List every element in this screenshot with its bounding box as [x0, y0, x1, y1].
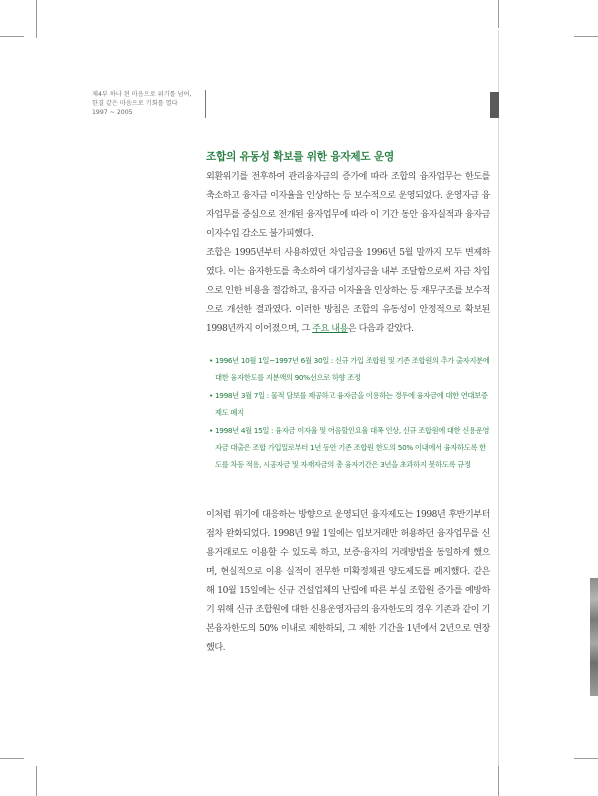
list-item	[206, 422, 490, 474]
margin-rule	[498, 30, 499, 766]
bullet-marker: •	[209, 356, 213, 365]
crop-mark	[36, 766, 37, 796]
list-item-text: 1998년 3월 7일 : 물적 담보를 제공하고 융자금을 이용하는 경우에 융자금에 대한 연대보증제도 폐지	[215, 390, 488, 418]
crop-mark	[36, 0, 37, 38]
article-body	[206, 148, 490, 658]
crop-mark	[498, 766, 499, 796]
running-head-divider	[205, 90, 206, 118]
running-head-years: 1997 ~ 2005	[92, 109, 133, 116]
crop-mark	[574, 36, 598, 37]
crop-mark	[574, 758, 598, 759]
paragraph: 외환위기를 전후하여 관리융자금의 증가에 따라 조합의 융자업무는 한도를 축소하고 융자금 이자율을 인상하는 등 보수적으로 운영되었다. 운영자금 융자업무를 중심으로 전개된 융자업무에 따라 이 기간 동안 융자실적과 융자금 이자수입 감소도 불가피했다.	[206, 172, 490, 239]
section-tab	[490, 92, 499, 118]
section-heading: 조합의 유동성 확보를 위한 융자제도 운영	[206, 151, 395, 163]
list-item	[206, 352, 490, 387]
running-head-line: 제4부 하나 된 마음으로 위기를 넘어,	[92, 91, 192, 98]
crop-mark	[498, 0, 499, 28]
crop-mark	[0, 758, 24, 759]
highlighted-phrase: 주요 내용	[312, 324, 348, 334]
list-item-text: 1996년 10월 1일~1997년 6월 30일 : 신규 가입 조합원 및 기존 조합원의 추가 출자지분에 대한 융자한도를 지분액의 90%선으로 하향 조정	[215, 356, 490, 383]
crop-mark	[0, 36, 24, 37]
paragraph-text: 조합은 1995년부터 사용하였던 차입금을 1996년 5월 말까지 모두 변제하였다. 이는 융자한도를 축소하여 대기성자금을 내부 조달함으로써 자금 차입으로 인한 비용을 절감하고, 융자금 이자율을 인상하는 등 재무구조를 보수적으로 개선한 결과였다. 이러한 방침은 조합의 유동성이 안정적으로 확보된 1998년까지 이어졌으며, 그	[206, 248, 490, 334]
paragraph-text: 은 다음과 같았다.	[347, 324, 414, 334]
list-item-text: 1998년 4월 15일 : 융자금 이자율 및 어음할인요율 대폭 인상, 신규 조합원에 대한 신용운영자금 대출은 조합 가입일로부터 1년 동안 기존 조합원 한도의 50% 이내에서 융자하도록 한도를 차등 적용, 시공자금 및 자재자금의 총 융자기간은 3년을 초과하지 못하도록 규정	[215, 425, 490, 470]
paragraph	[206, 244, 490, 339]
list-item	[206, 387, 490, 422]
photo-strip	[590, 578, 598, 696]
running-head-line: 한결 같은 마음으로 기회를 열다	[92, 100, 178, 107]
bullet-marker: •	[209, 390, 213, 400]
running-head	[92, 90, 204, 117]
paragraph: 이처럼 위기에 대응하는 방향으로 운영되던 융자제도는 1998년 후반기부터 점차 완화되었다. 1998년 9월 1일에는 입보거래만 허용하던 융자업무를 신용거래로도 이용할 수 있도록 하고, 보증·융자의 거래방법을 동일하게 했으며, 현실적으로 이용 실적이 전무한 미확정채권 양도제도를 폐지했다. 같은 해 10월 15일에는 신규 건설업체의 난립에 따른 부실 조합원 증가를 예방하기 위해 신규 조합원에 대한 신용운영자금의 융자한도의 경우 기존과 같이 기본융자한도의 50% 이내로 제한하되, 그 제한 기간을 1년에서 2년으로 연장했다.	[206, 509, 490, 653]
bullet-marker: •	[209, 425, 213, 435]
bullet-list	[206, 352, 490, 474]
